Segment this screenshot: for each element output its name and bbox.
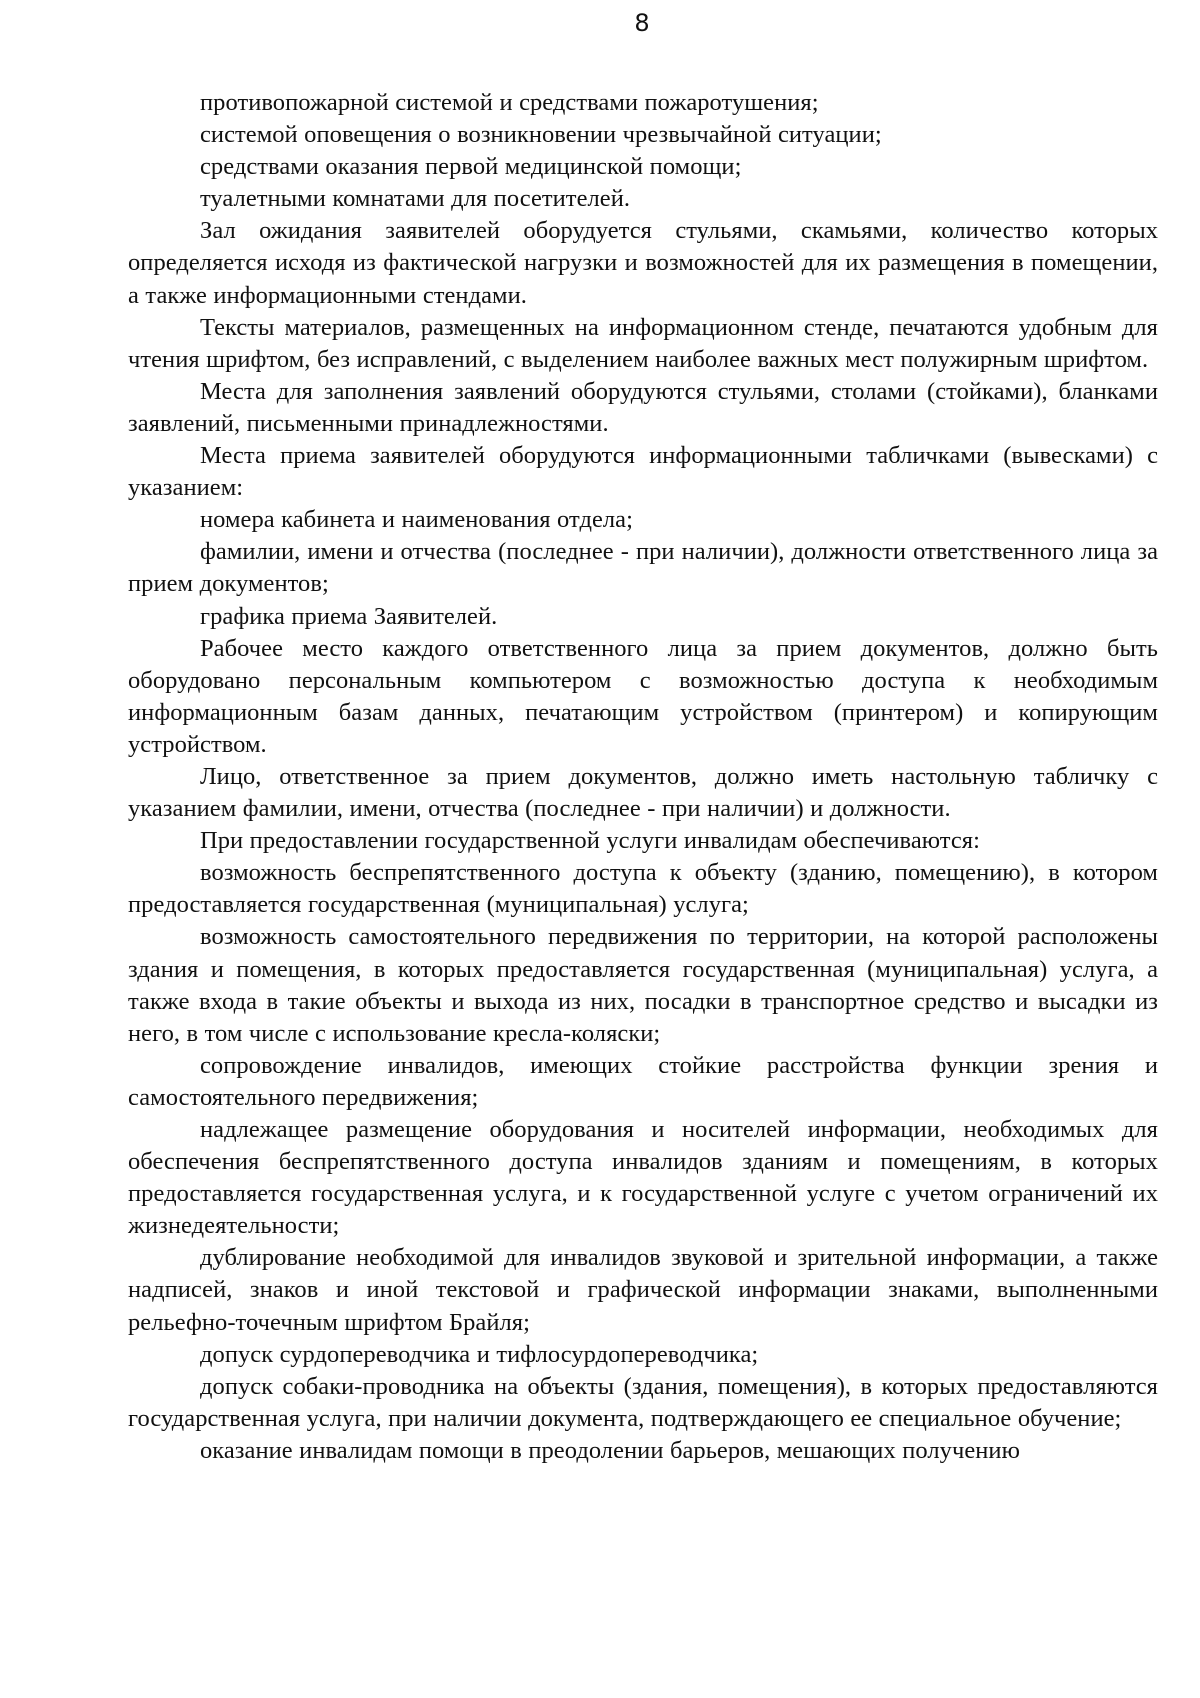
paragraph: Места приема заявителей оборудуются информационными табличками (вывесками) с указанием: [128, 442, 1158, 502]
paragraph: надлежащее размещение оборудования и носителей информации, необходимых для обеспечения беспрепятственного доступа инвалидов зданиям и помещениям, в которых предоставляется государственная услуга, и к государственной услуге с учетом ограничений их жизнедеятельности; [128, 1116, 1158, 1240]
paragraph: противопожарной системой и средствами пожаротушения; [200, 89, 819, 116]
paragraph: оказание инвалидам помощи в преодолении барьеров, мешающих получению [200, 1436, 1020, 1464]
paragraph: дублирование необходимой для инвалидов звуковой и зрительной информации, а также надписей, знаков и иной текстовой и графической информации знаками, выполненными рельефно-точечным шрифтом Брайля; [128, 1244, 1158, 1336]
paragraph: Места для заполнения заявлений оборудуются стульями, столами (стойками), бланками заявлений, письменными принадлежностями. [128, 377, 1158, 437]
paragraph: туалетными комнатами для посетителей. [200, 185, 631, 213]
paragraph: системой оповещения о возникновении чрезвычайной ситуации; [200, 121, 882, 149]
paragraph: средствами оказания первой медицинской помощи; [200, 153, 742, 181]
paragraph: возможность беспрепятственного доступа к объекту (зданию, помещению), в котором предоставляется государственная (муниципальная) услуга; [128, 859, 1158, 919]
paragraph: Тексты материалов, размещенных на информационном стенде, печатаются удобным для чтения шрифтом, без исправлений, с выделением наиболее важных мест полужирным шрифтом. [128, 313, 1158, 373]
paragraph: фамилии, имени и отчества (последнее - при наличии), должности ответственного лица за прием документов; [128, 538, 1158, 598]
page-number: 8 [634, 9, 650, 37]
document-body [128, 87, 1158, 1467]
paragraph: номера кабинета и наименования отдела; [200, 506, 633, 534]
paragraph: Лицо, ответственное за прием документов, должно иметь настольную табличку с указанием фамилии, имени, отчества (последнее - при наличии) и должности. [128, 762, 1158, 823]
paragraph: сопровождение инвалидов, имеющих стойкие расстройства функции зрения и самостоятельного передвижения; [128, 1051, 1158, 1111]
paragraph: возможность самостоятельного передвижения по территории, на которой расположены здания и помещения, в которых предоставляется государственная (муниципальная) услуга, а также входа в такие объекты и выхода из них, посадки в транспортное средство и высадки из него, в том числе с использование кресла-коляски; [128, 923, 1158, 1047]
paragraph: Зал ожидания заявителей оборудуется стульями, скамьями, количество которых определяется исходя из фактической нагрузки и возможностей для их размещения в помещении, а также информационными стендами. [128, 217, 1158, 309]
paragraph: графика приема Заявителей. [200, 602, 498, 630]
paragraph: допуск сурдопереводчика и тифлосурдопереводчика; [200, 1340, 759, 1368]
paragraph: Рабочее место каждого ответственного лица за прием документов, должно быть оборудовано персональным компьютером с возможностью доступа к необходимым информационным базам данных, печатающим устройством (принтером) и копирующим устройством. [128, 634, 1158, 758]
paragraph: При предоставлении государственной услуги инвалидам обеспечиваются: [200, 827, 980, 855]
paragraph: допуск собаки-проводника на объекты (здания, помещения), в которых предоставляются государственная услуга, при наличии документа, подтверждающего ее специальное обучение; [128, 1372, 1158, 1432]
